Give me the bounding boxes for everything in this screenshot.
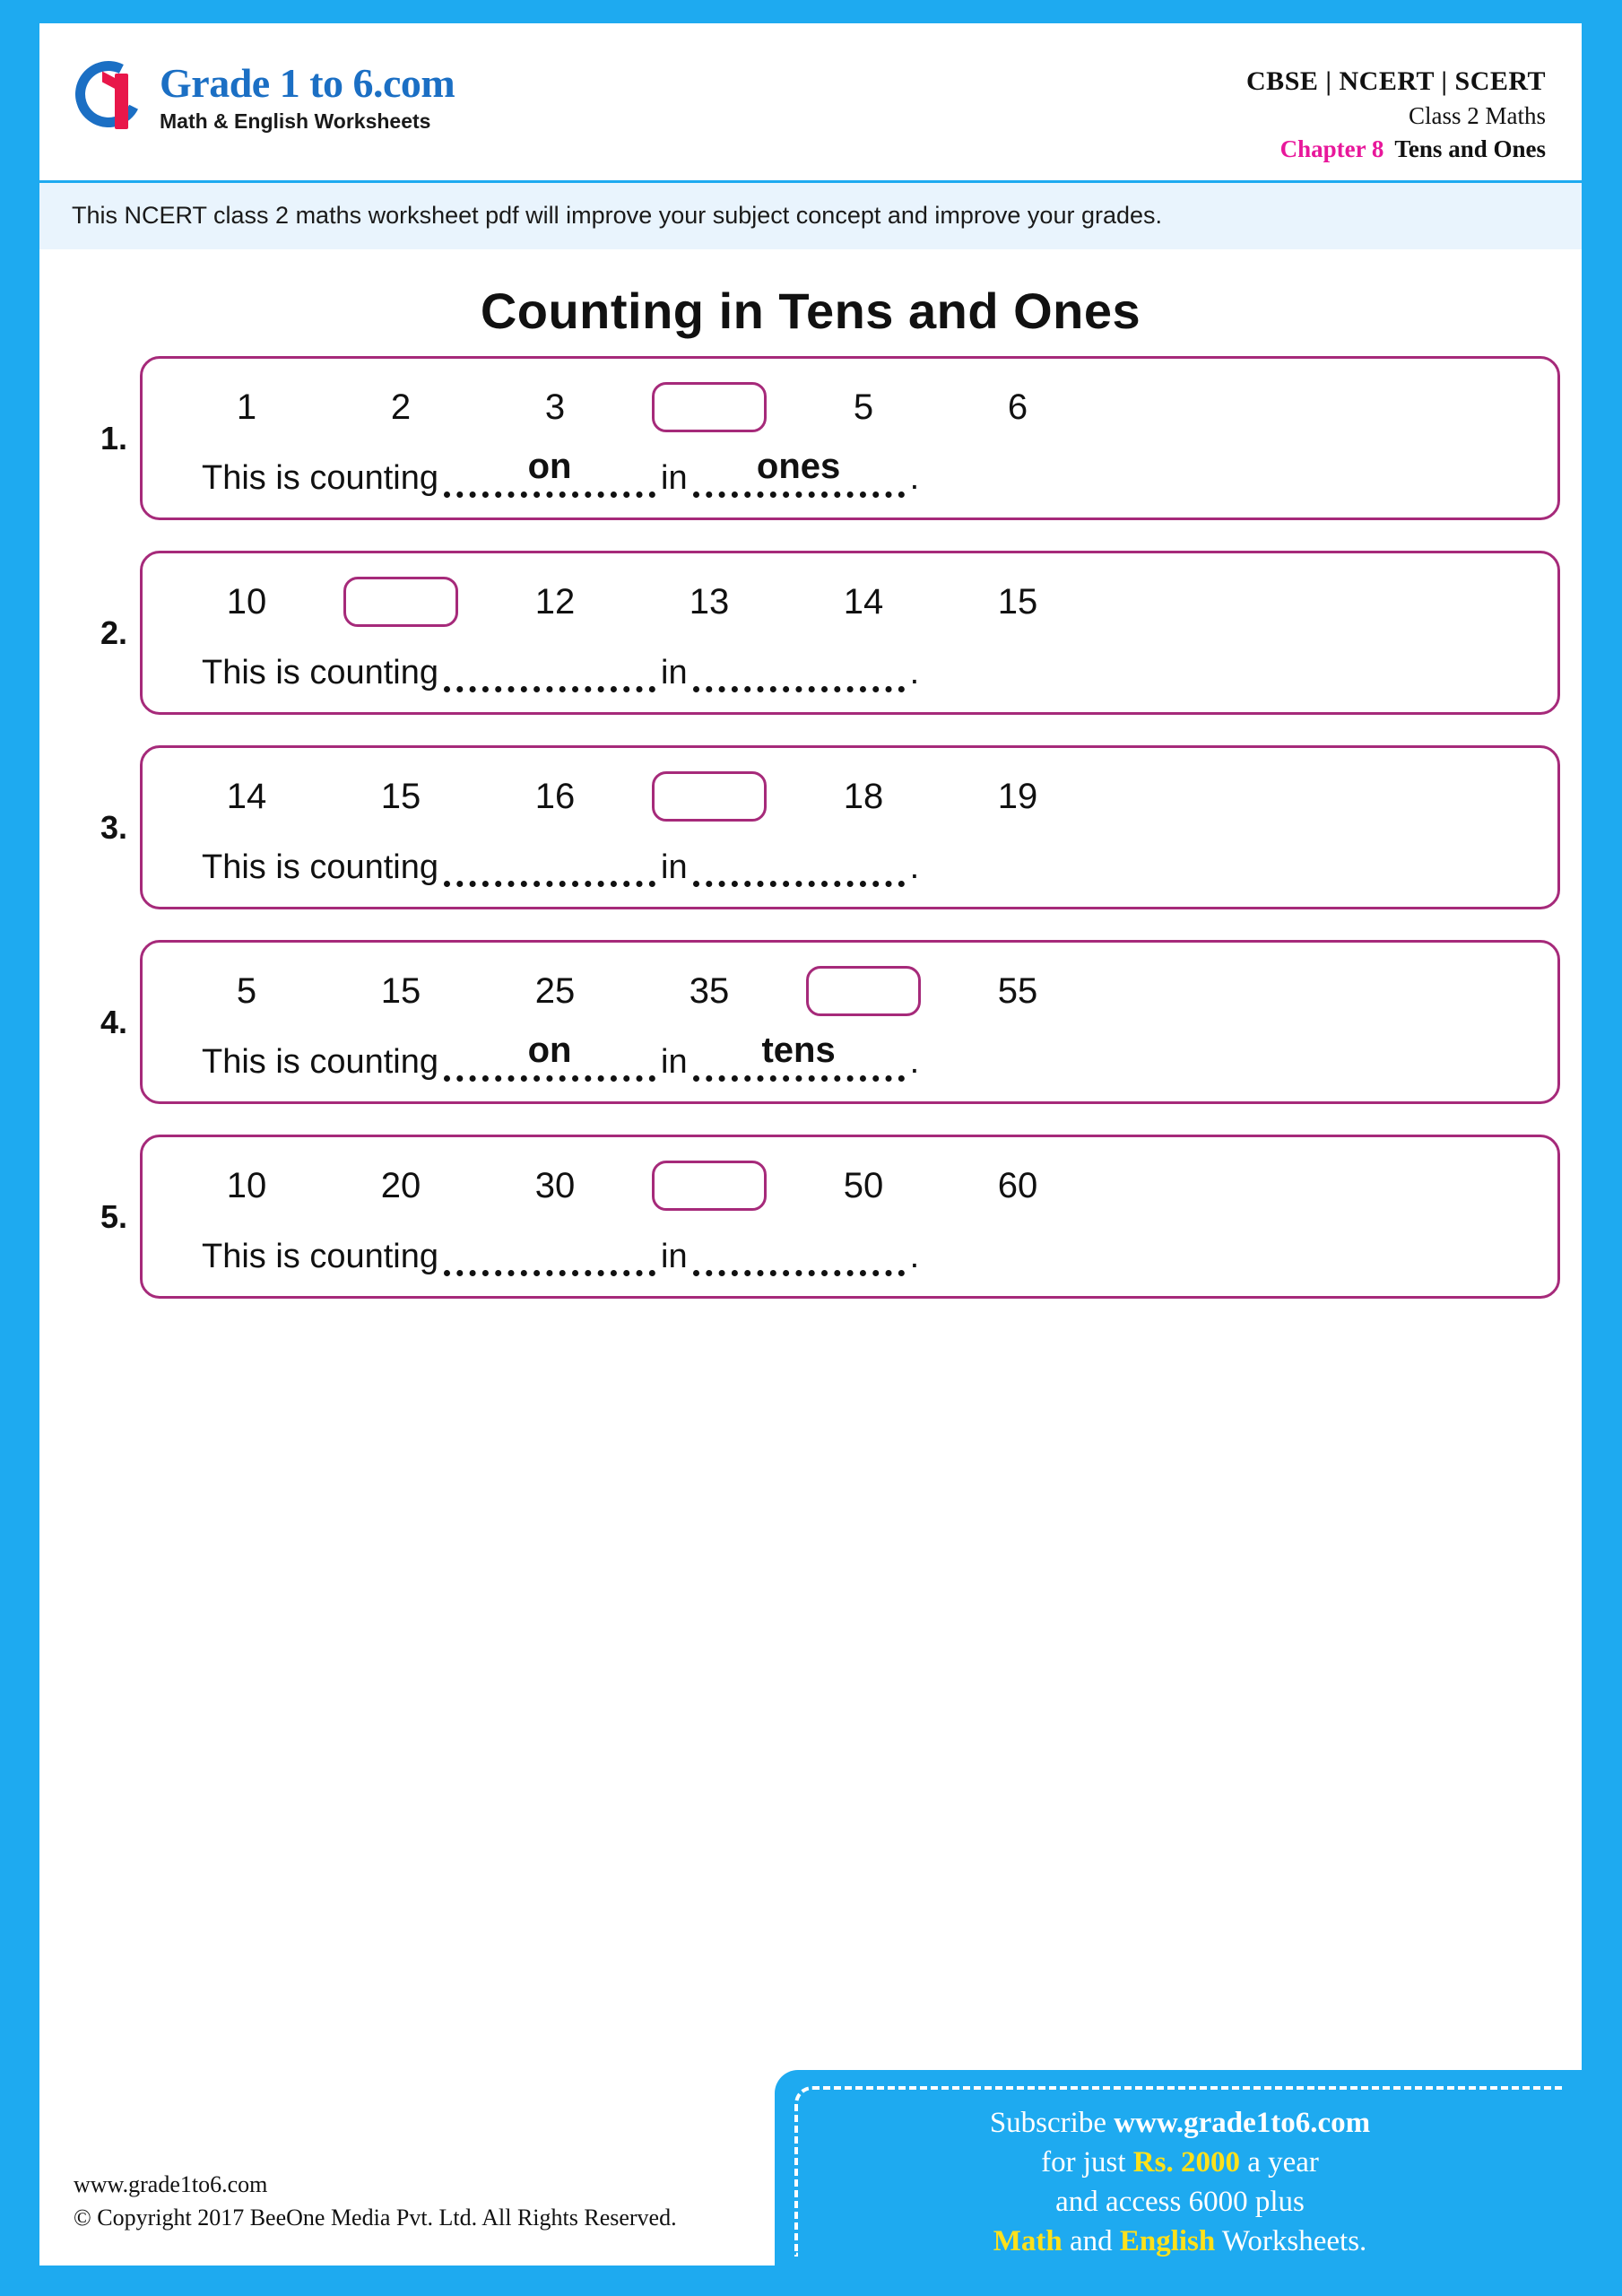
question-box	[140, 1135, 1560, 1299]
questions-list	[39, 356, 1582, 1299]
sentence-end: .	[909, 654, 920, 692]
question-box	[140, 356, 1560, 520]
number-sequence	[169, 1155, 1531, 1214]
fill-answer: on	[527, 1031, 572, 1071]
question-box	[140, 745, 1560, 909]
question-box	[140, 551, 1560, 715]
fill-answer: ones	[756, 447, 841, 487]
circle-one-logo-icon	[74, 59, 151, 136]
sequence-blank[interactable]	[632, 771, 786, 822]
dotted-line	[444, 1266, 655, 1276]
fill-blank-2[interactable]	[693, 838, 905, 887]
question-row	[61, 745, 1560, 909]
sequence-value: 6	[1007, 387, 1028, 427]
question-number: 3.	[100, 808, 127, 846]
header-class: Class 2 Maths	[1408, 102, 1546, 129]
sequence-value: 1	[236, 387, 257, 427]
fill-blank-2[interactable]	[693, 643, 905, 692]
question-row	[61, 1135, 1560, 1299]
promo-site-link[interactable]: www.grade1to6.com	[1114, 2107, 1371, 2139]
question-sentence	[169, 1032, 1531, 1082]
number-sequence	[169, 766, 1531, 825]
sentence-middle: in	[661, 654, 688, 692]
question-row	[61, 940, 1560, 1104]
fill-blank-1[interactable]	[444, 448, 655, 498]
footer-site[interactable]: www.grade1to6.com	[74, 2170, 268, 2197]
fill-blank-1[interactable]	[444, 643, 655, 692]
fill-blank-1[interactable]	[444, 1227, 655, 1276]
sequence-value: 2	[390, 387, 412, 427]
sentence-middle: in	[661, 459, 688, 498]
dotted-line	[693, 1072, 905, 1082]
answer-box[interactable]	[806, 966, 921, 1016]
answer-box[interactable]	[652, 382, 767, 432]
sequence-blank[interactable]	[324, 577, 478, 627]
sentence-end: .	[909, 459, 920, 498]
promo-line-3: and access 6000 plus	[1055, 2185, 1305, 2218]
fill-blank-2[interactable]	[693, 1227, 905, 1276]
header-boards: CBSE | NCERT | SCERT	[1246, 66, 1546, 96]
sequence-value: 5	[236, 970, 257, 1011]
header-chapter-label: Chapter 8	[1279, 135, 1384, 162]
promo-math: Math	[993, 2224, 1063, 2257]
fill-blank-1[interactable]	[444, 1032, 655, 1082]
question-number: 5.	[100, 1197, 127, 1235]
dotted-line	[693, 488, 905, 498]
footer-credits	[74, 2168, 677, 2235]
sentence-middle: in	[661, 848, 688, 887]
sequence-value: 10	[226, 581, 267, 622]
question-number: 4.	[100, 1003, 127, 1040]
sequence-value: 10	[226, 1165, 267, 1205]
footer-copyright: © Copyright 2017 BeeOne Media Pvt. Ltd. All Rights Reserved.	[74, 2205, 677, 2231]
dotted-line	[444, 877, 655, 887]
intro-banner: This NCERT class 2 maths worksheet pdf will improve your subject concept and improve your grades.	[39, 183, 1582, 249]
dotted-line	[693, 683, 905, 692]
header-chapter-topic: Tens and Ones	[1394, 135, 1546, 162]
sentence-start: This is counting	[202, 459, 439, 498]
dotted-line	[693, 1266, 905, 1276]
question-row	[61, 356, 1560, 520]
dotted-line	[693, 877, 905, 887]
promo-and: and	[1062, 2224, 1120, 2257]
brand-logo	[74, 59, 455, 136]
sentence-start: This is counting	[202, 848, 439, 887]
sequence-value: 30	[534, 1165, 576, 1205]
sequence-value: 13	[689, 581, 730, 622]
sequence-blank[interactable]	[632, 1161, 786, 1211]
sentence-end: .	[909, 848, 920, 887]
answer-box[interactable]	[343, 577, 458, 627]
sentence-middle: in	[661, 1043, 688, 1082]
question-sentence	[169, 1227, 1531, 1276]
question-number: 2.	[100, 613, 127, 651]
promo-english: English	[1119, 2224, 1216, 2257]
number-sequence	[169, 571, 1531, 631]
sequence-value: 12	[534, 581, 576, 622]
sentence-end: .	[909, 1238, 920, 1276]
fill-blank-1[interactable]	[444, 838, 655, 887]
sequence-value: 14	[843, 581, 884, 622]
number-sequence	[169, 961, 1531, 1020]
question-sentence	[169, 838, 1531, 887]
promo-subscribe-text: Subscribe	[989, 2107, 1115, 2139]
subscribe-promo[interactable]	[775, 2070, 1582, 2266]
dotted-line	[444, 683, 655, 692]
promo-line-4	[798, 2222, 1562, 2262]
sequence-value: 18	[843, 776, 884, 816]
question-row	[61, 551, 1560, 715]
answer-box[interactable]	[652, 1161, 767, 1211]
promo-price-post: a year	[1239, 2145, 1319, 2179]
question-sentence	[169, 448, 1531, 498]
header-meta	[1246, 66, 1546, 163]
question-box	[140, 940, 1560, 1104]
promo-price-pre: for just	[1041, 2145, 1133, 2179]
sequence-value: 15	[380, 776, 421, 816]
question-sentence	[169, 643, 1531, 692]
brand-tagline: Math & English Worksheets	[160, 109, 431, 133]
header-chapter-line	[1246, 135, 1546, 163]
sequence-value: 55	[997, 970, 1038, 1011]
sentence-start: This is counting	[202, 654, 439, 692]
page-header	[39, 23, 1582, 183]
sentence-end: .	[909, 1043, 920, 1082]
brand-name: Grade 1 to 6.com	[160, 60, 455, 107]
promo-content	[794, 2086, 1562, 2257]
sequence-value: 15	[997, 581, 1038, 622]
sequence-value: 14	[226, 776, 267, 816]
sequence-blank[interactable]	[786, 966, 941, 1016]
sequence-value: 16	[534, 776, 576, 816]
dotted-line	[444, 1072, 655, 1082]
sentence-middle: in	[661, 1238, 688, 1276]
sequence-value: 19	[997, 776, 1038, 816]
number-sequence	[169, 377, 1531, 436]
sequence-value: 60	[997, 1165, 1038, 1205]
fill-answer: tens	[761, 1031, 836, 1071]
promo-worksheets: Worksheets.	[1215, 2224, 1367, 2257]
worksheet-sheet	[39, 23, 1582, 2266]
sequence-value: 20	[380, 1165, 421, 1205]
sequence-value: 50	[843, 1165, 884, 1205]
sequence-blank[interactable]	[632, 382, 786, 432]
promo-line-1	[798, 2104, 1562, 2144]
page-title: Counting in Tens and Ones	[480, 283, 1141, 340]
sequence-value: 25	[534, 970, 576, 1011]
fill-blank-2[interactable]	[693, 448, 905, 498]
sentence-start: This is counting	[202, 1043, 439, 1082]
question-number: 1.	[100, 419, 127, 457]
sequence-value: 3	[544, 387, 566, 427]
promo-line-2	[798, 2144, 1562, 2183]
sentence-start: This is counting	[202, 1238, 439, 1276]
sequence-value: 35	[689, 970, 730, 1011]
sequence-value: 15	[380, 970, 421, 1011]
sequence-value: 5	[853, 387, 874, 427]
dotted-line	[444, 488, 655, 498]
answer-box[interactable]	[652, 771, 767, 822]
fill-answer: on	[527, 447, 572, 487]
fill-blank-2[interactable]	[693, 1032, 905, 1082]
promo-price: Rs. 2000	[1132, 2145, 1240, 2179]
